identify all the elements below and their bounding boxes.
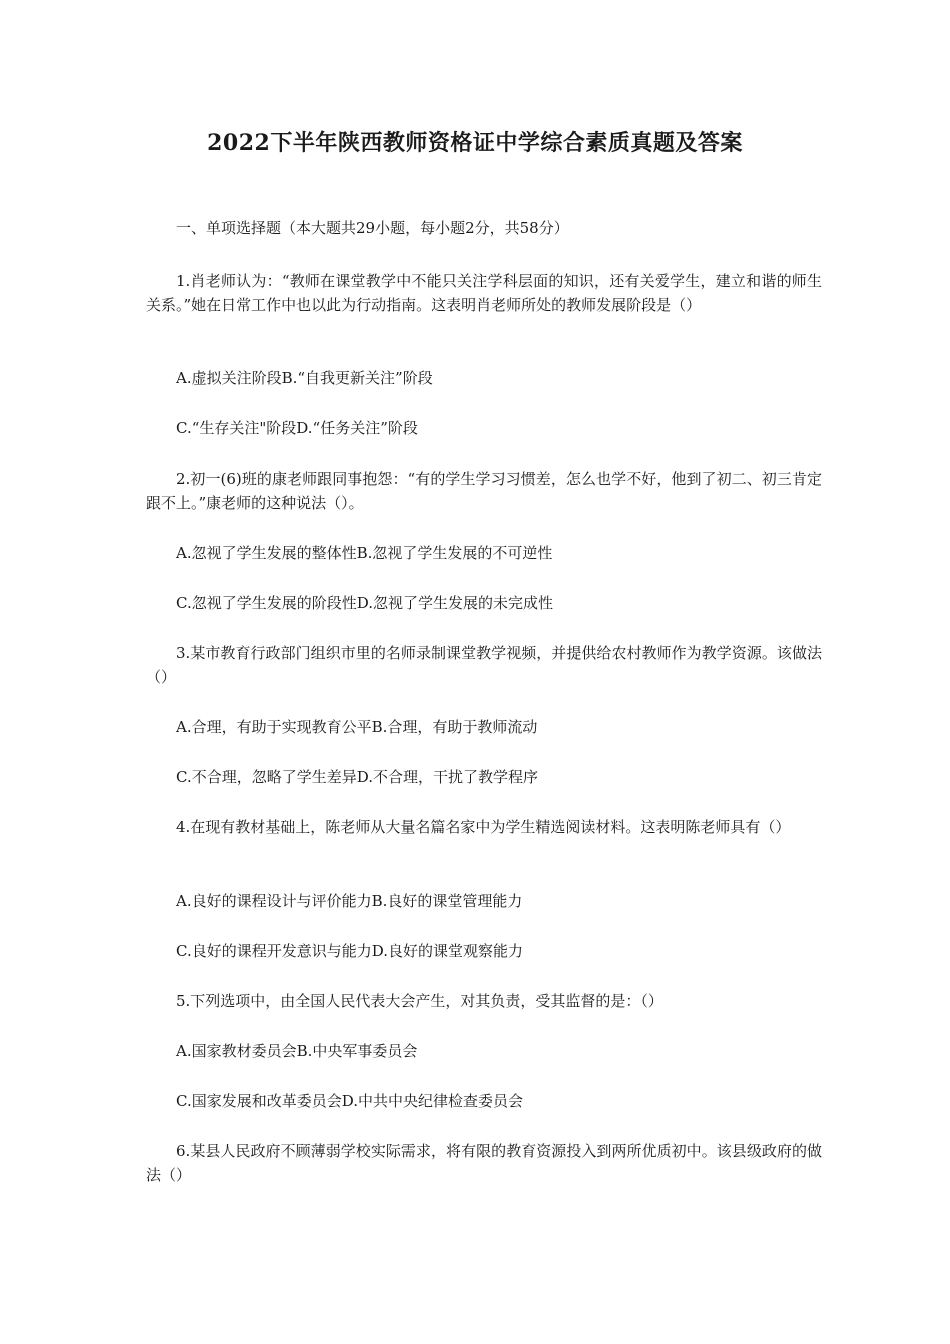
question-3-stem: 3.某市教育行政部门组织市里的名师录制课堂教学视频，并提供给农村教师作为教学资源。该做法（） [146, 644, 822, 686]
question-2-options-ab: A.忽视了学生发展的整体性B.忽视了学生发展的不可逆性 [176, 544, 553, 562]
question-5-options-ab: A.国家教材委员会B.中央军事委员会 [176, 1042, 418, 1060]
question-4-stem: 4.在现有教材基础上，陈老师从大量名篇名家中为学生精选阅读材料。这表明陈老师具有（） [176, 818, 791, 836]
document-title: 2022下半年陕西教师资格证中学综合素质真题及答案 [207, 130, 743, 156]
question-5-options-cd: C.国家发展和改革委员会D.中共中央纪律检查委员会 [176, 1092, 523, 1110]
question-4-options-cd: C.良好的课程开发意识与能力D.良好的课堂观察能力 [176, 942, 523, 960]
question-1-options-cd: C.“生存关注"阶段D.“任务关注”阶段 [176, 419, 418, 437]
question-1-stem: 1.肖老师认为：“教师在课堂教学中不能只关注学科层面的知识，还有关爱学生，建立和谐的师生关系。”她在日常工作中也以此为行动指南。这表明肖老师所处的教师发展阶段是（） [146, 272, 822, 314]
question-6-stem: 6.某县人民政府不顾薄弱学校实际需求，将有限的教育资源投入到两所优质初中。该县级政府的做法（） [146, 1142, 822, 1184]
question-3-options-cd: C.不合理，忽略了学生差异D.不合理，干扰了教学程序 [176, 768, 538, 786]
question-2-options-cd: C.忽视了学生发展的阶段性D.忽视了学生发展的未完成性 [176, 594, 553, 612]
question-2-stem: 2.初一(6)班的康老师跟同事抱怨：“有的学生学习习惯差，怎么也学不好，他到了初二、初三肯定跟不上。”康老师的这种说法（）。 [146, 470, 822, 512]
question-5-stem: 5.下列选项中，由全国人民代表大会产生，对其负责，受其监督的是：（） [176, 992, 663, 1010]
question-4-options-ab: A.良好的课程设计与评价能力B.良好的课堂管理能力 [176, 892, 523, 910]
question-3-options-ab: A.合理，有助于实现教育公平B.合理，有助于教师流动 [176, 718, 538, 736]
question-1-options-ab: A.虚拟关注阶段B.“自我更新关注”阶段 [176, 369, 433, 387]
section-heading: 一、单项选择题（本大题共29小题，每小题2分，共58分） [176, 219, 569, 237]
